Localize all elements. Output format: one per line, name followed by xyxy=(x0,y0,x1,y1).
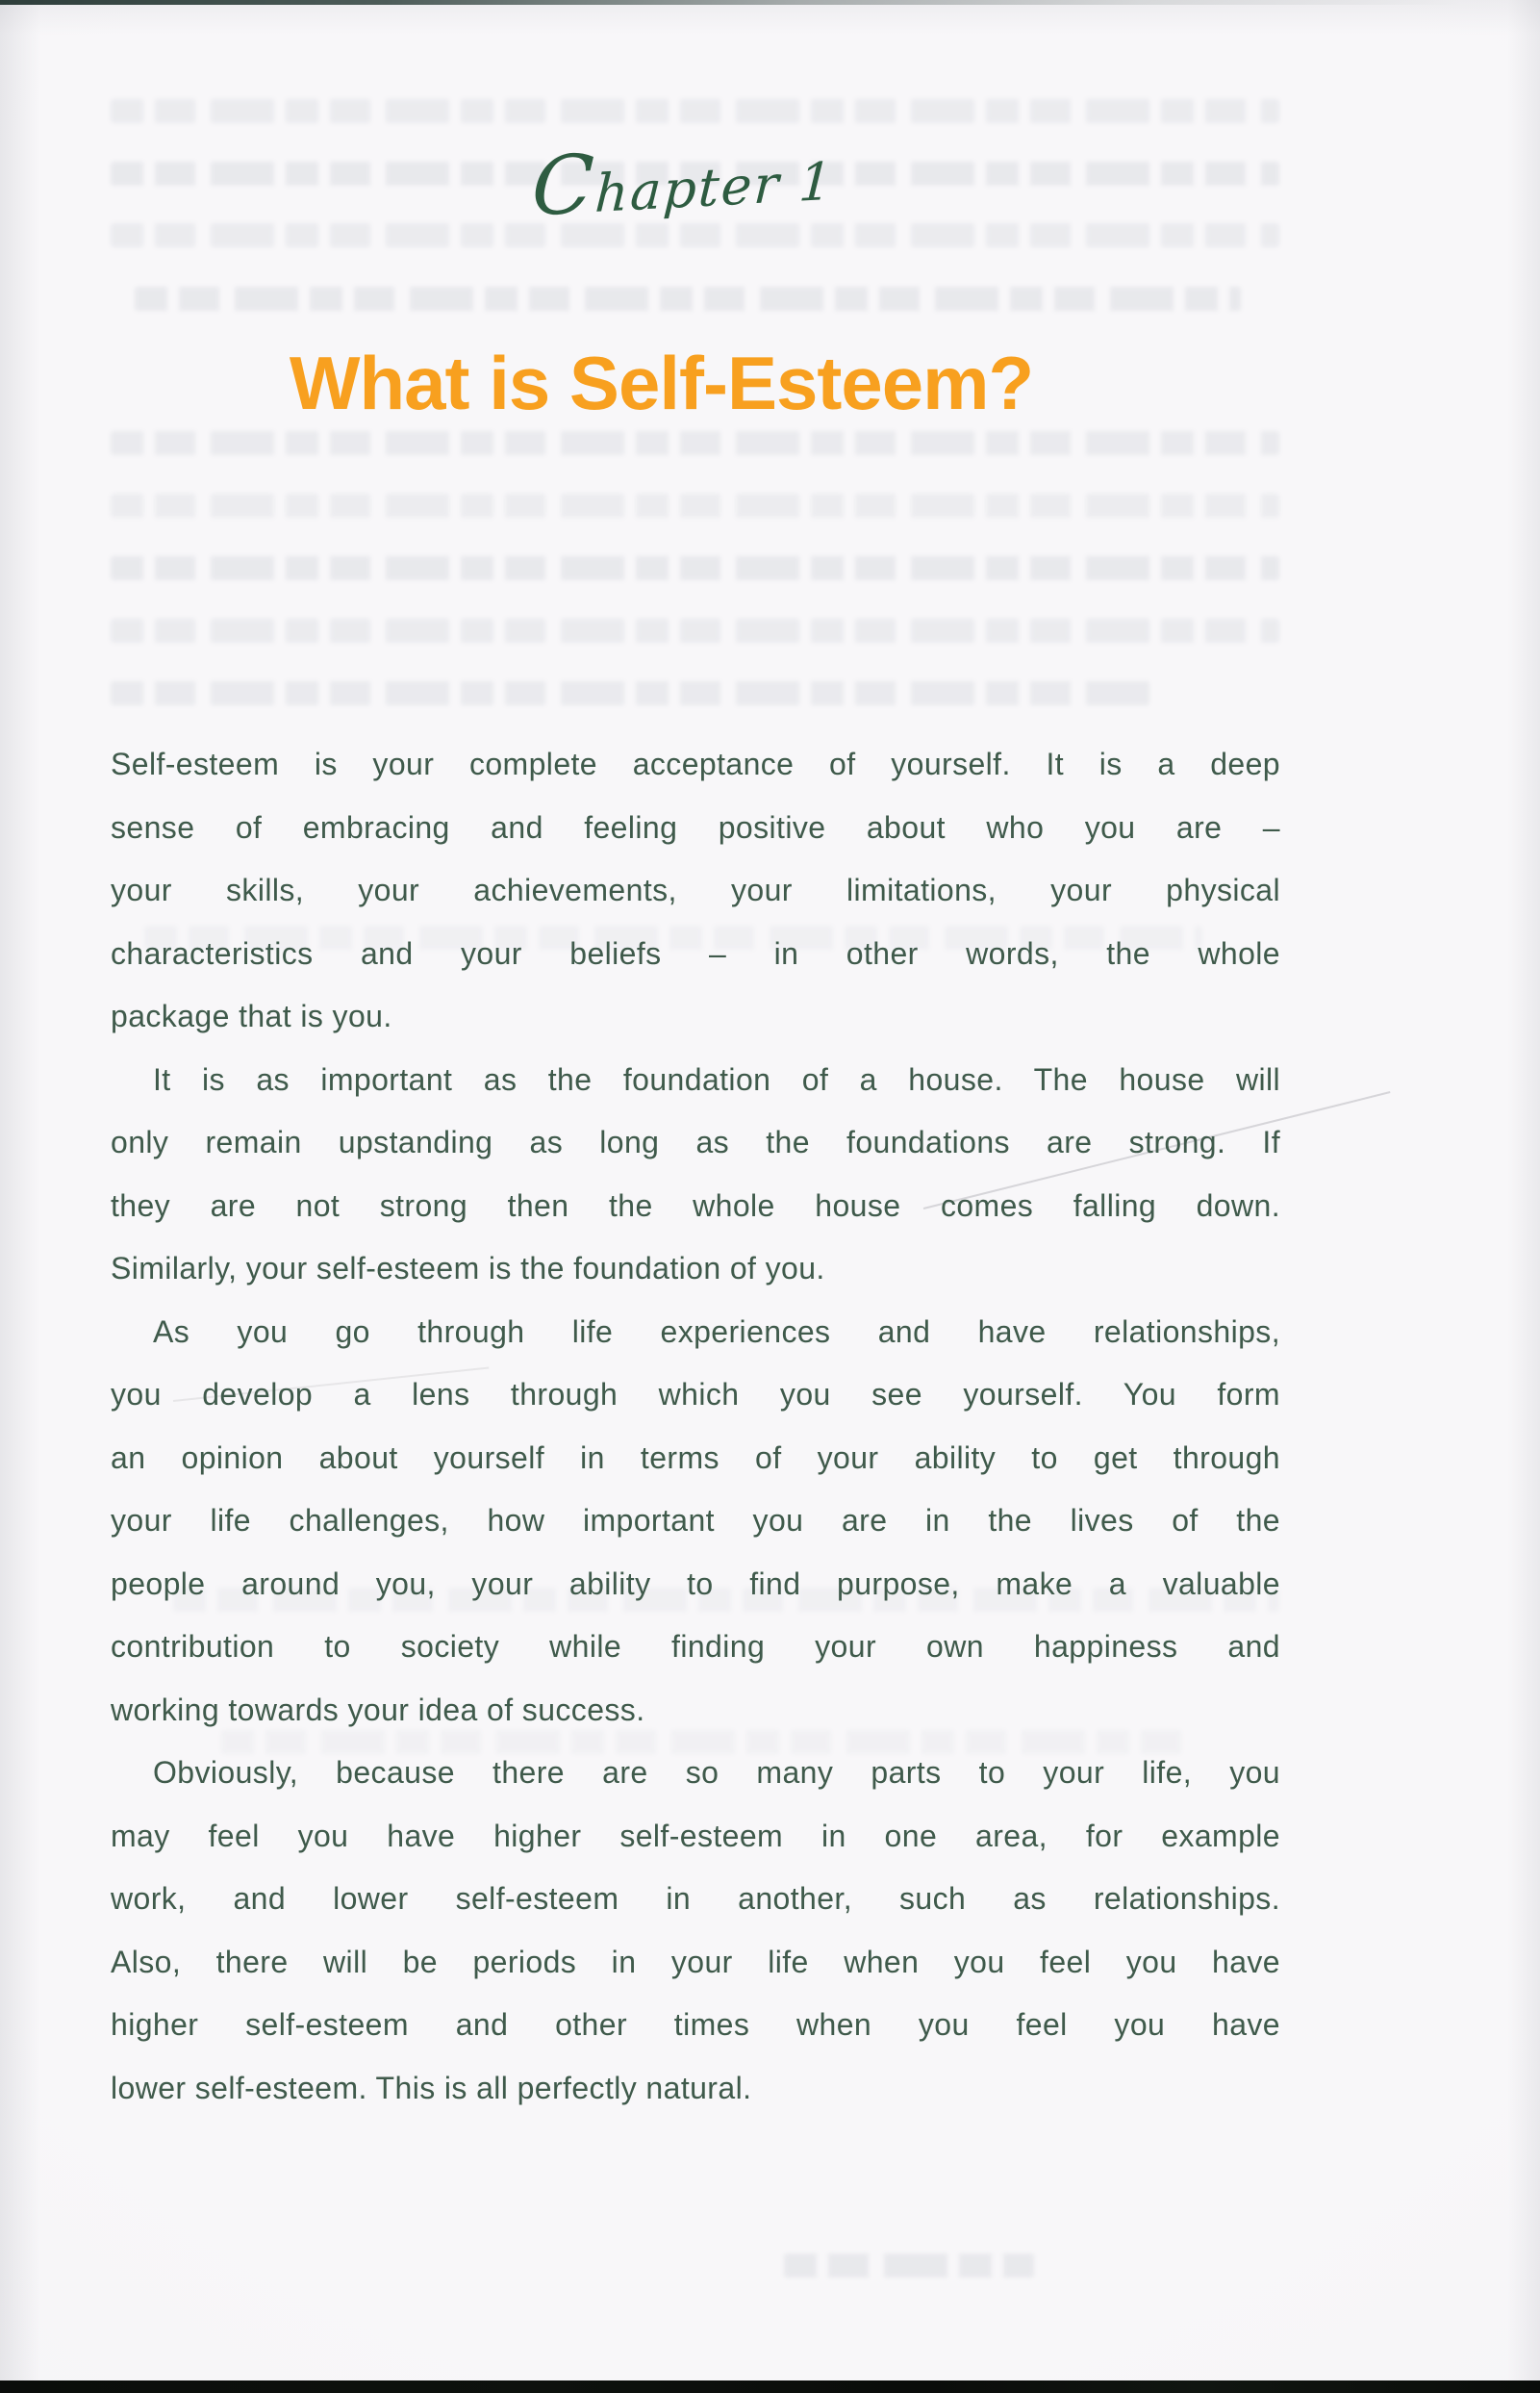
text-line: characteristics and your beliefs – in other words, the whole xyxy=(111,935,1280,971)
scan-bottom-edge xyxy=(0,2380,1540,2393)
text-line: your skills, your achievements, your limitations, your physical xyxy=(111,873,1280,907)
text-line: As you go through life experiences and have relationships, xyxy=(153,1313,1280,1349)
text-line: Similarly, your self-esteem is the foundation of you. xyxy=(111,1251,825,1286)
text-line: lower self-esteem. This is all perfectly natural. xyxy=(111,2070,752,2105)
text-line: they are not strong then the whole house comes falling down. xyxy=(111,1187,1280,1223)
bleed-through-line xyxy=(111,681,1149,705)
text-line: only remain upstanding as long as the foundations are strong. If xyxy=(111,1125,1280,1159)
chapter-number-script: Chapter 1 xyxy=(529,136,836,235)
body-text xyxy=(111,733,1280,2120)
text-line: contribution to society while finding your own happiness and xyxy=(111,1629,1280,1664)
bleed-through-line xyxy=(784,2253,1034,2278)
paragraph xyxy=(111,1742,1280,2120)
text-line: working towards your idea of success. xyxy=(111,1692,645,1727)
bleed-through-line xyxy=(111,431,1279,455)
text-line: your life challenges, how important you are in the lives of the xyxy=(111,1503,1280,1538)
text-line: It is as important as the foundation of a house. The house will xyxy=(153,1061,1280,1097)
bleed-through-line xyxy=(111,494,1279,518)
paragraph xyxy=(111,733,1280,1049)
text-line: you develop a lens through which you see yourself. You form xyxy=(111,1377,1280,1412)
text-line: people around you, your ability to find purpose, make a valuable xyxy=(111,1566,1280,1601)
bleed-through-line xyxy=(135,287,1241,311)
text-line: work, and lower self-esteem in another, such as relationships. xyxy=(111,1881,1280,1916)
bleed-through-line xyxy=(111,619,1279,643)
text-line: may feel you have higher self-esteem in one area, for example xyxy=(111,1818,1280,1853)
text-line: Also, there will be periods in your life when you feel you have xyxy=(111,1944,1280,1979)
text-line: sense of embracing and feeling positive about who you are – xyxy=(111,809,1280,845)
paragraph xyxy=(111,1301,1280,1743)
text-line: higher self-esteem and other times when you feel you have xyxy=(111,2007,1280,2042)
text-line: Self-esteem is your complete acceptance of yourself. It is a deep xyxy=(111,747,1280,781)
scan-top-edge xyxy=(0,0,1540,5)
text-line: an opinion about yourself in terms of your ability to get through xyxy=(111,1439,1280,1475)
text-line: Obviously, because there are so many parts to your life, you xyxy=(153,1755,1280,1790)
paragraph xyxy=(111,1049,1280,1301)
text-line: package that is you. xyxy=(111,999,392,1033)
bleed-through-line xyxy=(111,556,1279,580)
page-title: What is Self-Esteem? xyxy=(289,341,1034,425)
